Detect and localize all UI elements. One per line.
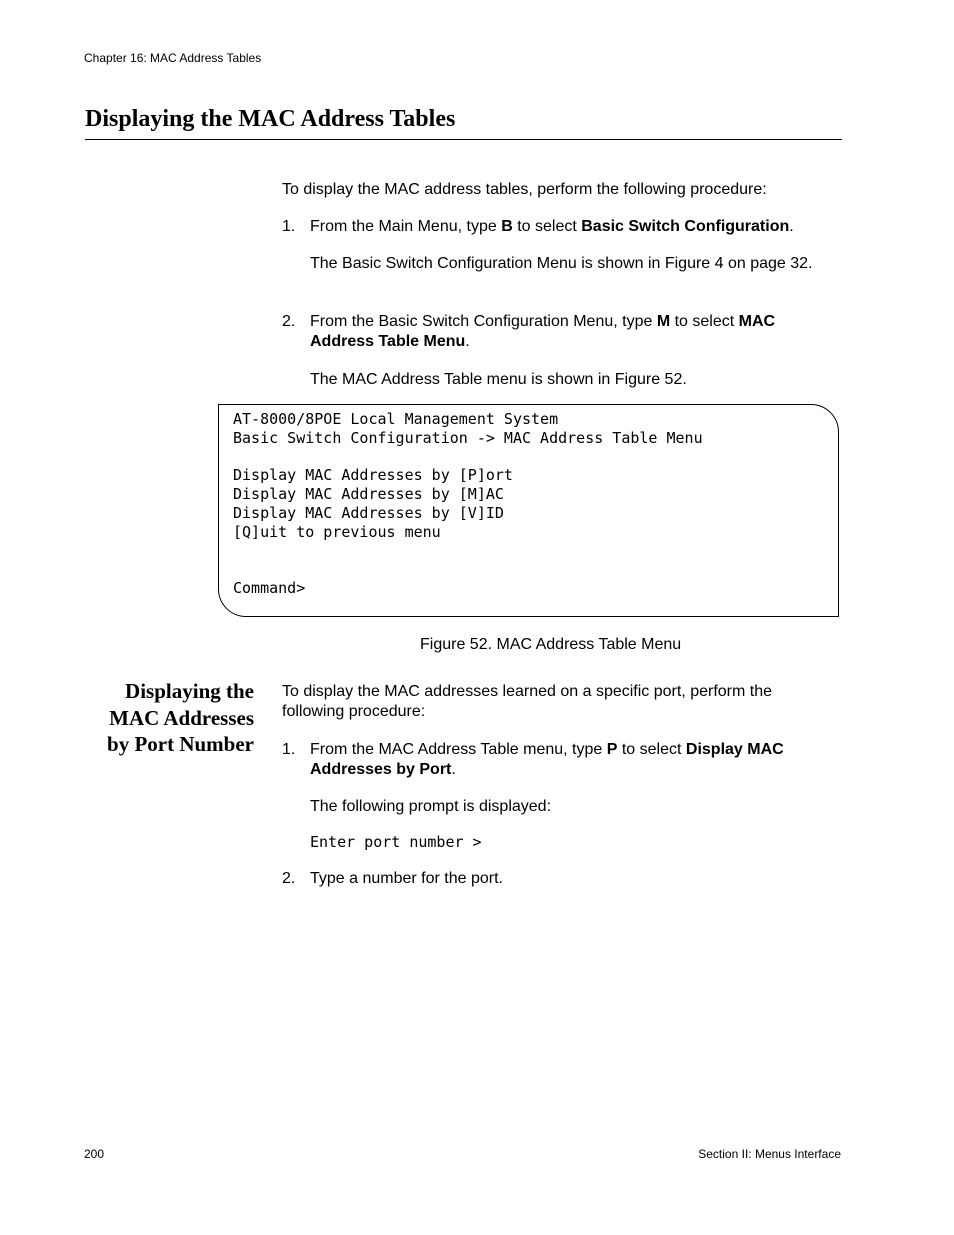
- terminal-line: [233, 542, 703, 561]
- step-2-number: 2.: [282, 313, 296, 330]
- title-rule: [85, 139, 842, 140]
- prompt-code: Enter port number >: [310, 833, 482, 851]
- step-2-text: From the Basic Switch Configuration Menu, type M to select MAC Address Table Menu.: [310, 313, 776, 350]
- subsection-title: Displaying the MAC Addresses by Port Number: [107, 679, 254, 756]
- terminal-line: Display MAC Addresses by [P]ort: [233, 466, 513, 485]
- step-1-note: The Basic Switch Configuration Menu is shown in Figure 4 on page 32.: [310, 255, 813, 272]
- terminal-line: Display MAC Addresses by [V]ID: [233, 503, 504, 522]
- sub-step-2-number: 2.: [282, 870, 296, 887]
- terminal-line: Command>: [233, 579, 306, 598]
- terminal-line: [233, 560, 703, 579]
- figure-caption: Figure 52. MAC Address Table Menu: [420, 636, 682, 653]
- terminal-line: [Q]uit to previous menu: [233, 522, 441, 541]
- step-2-note: The MAC Address Table menu is shown in Figure 52.: [310, 371, 687, 388]
- terminal-line: AT-8000/8POE Local Management System: [233, 410, 559, 428]
- terminal-screen: [233, 410, 703, 598]
- subsection-intro: To display the MAC addresses learned on a specific port, perform the following procedure:: [282, 683, 773, 720]
- step-1-number: 1.: [282, 218, 296, 235]
- running-footer: Section II: Menus Interface: [698, 1147, 841, 1161]
- sub-step-1-number: 1.: [282, 741, 296, 758]
- step-1-text: From the Main Menu, type B to select Basic Switch Configuration.: [310, 218, 794, 235]
- terminal-line: Display MAC Addresses by [M]AC: [233, 485, 504, 504]
- page-number: 200: [84, 1147, 105, 1161]
- terminal-line: [233, 448, 703, 467]
- section-intro: To display the MAC address tables, perform the following procedure:: [282, 181, 767, 198]
- terminal-line: Basic Switch Configuration -> MAC Address Table Menu: [233, 428, 703, 447]
- sub-step-1-text: From the MAC Address Table menu, type P to select Display MAC Addresses by Port.: [310, 741, 784, 778]
- running-header: Chapter 16: MAC Address Tables: [84, 51, 262, 65]
- section-title: Displaying the MAC Address Tables: [85, 106, 456, 132]
- prompt-note: The following prompt is displayed:: [310, 798, 552, 815]
- sub-step-2-text: Type a number for the port.: [310, 870, 503, 887]
